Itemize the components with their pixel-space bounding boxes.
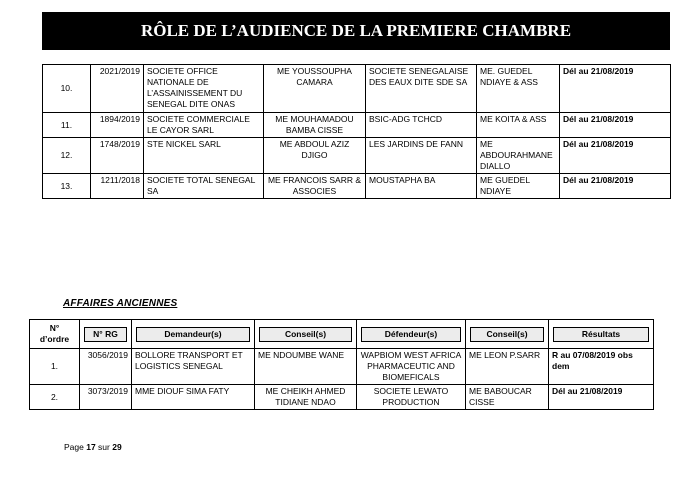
table-row: [43, 65, 671, 113]
footer-middle: sur: [95, 442, 113, 452]
plaintiff-counsel: ME ABDOUL AZIZ DJIGO: [264, 138, 366, 174]
defendant: MOUSTAPHA BA: [366, 174, 477, 199]
plaintiff-counsel: ME MOUHAMADOU BAMBA CISSE: [264, 113, 366, 138]
rg-number: 3056/2019: [80, 349, 132, 385]
defendant: BSIC-ADG TCHCD: [366, 113, 477, 138]
header-result: [549, 320, 654, 349]
header-defendant: [357, 320, 466, 349]
row-number: 13.: [43, 174, 91, 199]
plaintiff: SOCIETE COMMERCIALE LE CAYOR SARL: [144, 113, 264, 138]
result: Dél au 21/08/2019: [560, 174, 671, 199]
header-plaintiff-label: Demandeur(s): [136, 327, 250, 342]
plaintiff: MME DIOUF SIMA FATY: [132, 385, 255, 410]
defendant-counsel: ME LEON P.SARR: [466, 349, 549, 385]
plaintiff: BOLLORE TRANSPORT ET LOGISTICS SENEGAL: [132, 349, 255, 385]
plaintiff: STE NICKEL SARL: [144, 138, 264, 174]
header-order-number: N° d’ordre: [30, 320, 80, 349]
defendant-counsel: ME ABDOURAHMANE DIALLO: [477, 138, 560, 174]
row-number: 1.: [30, 349, 80, 385]
page-title: RÔLE DE L’AUDIENCE DE LA PREMIERE CHAMBRE: [42, 12, 670, 50]
defendant: WAPBIOM WEST AFRICA PHARMACEUTIC AND BIOMEFICALS: [357, 349, 466, 385]
rg-number: 1211/2018: [91, 174, 144, 199]
result: R au 07/08/2019 obs dem: [549, 349, 654, 385]
footer-prefix: Page: [64, 442, 87, 452]
row-number: 10.: [43, 65, 91, 113]
footer-page-number: 17: [86, 442, 96, 452]
result: Dél au 21/08/2019: [560, 65, 671, 113]
header-result-label: Résultats: [553, 327, 649, 342]
result: Dél au 21/08/2019: [560, 138, 671, 174]
defendant-counsel: ME KOITA & ASS: [477, 113, 560, 138]
table-row: [43, 174, 671, 199]
header-plaintiff: [132, 320, 255, 349]
header-counsel-1-label: Conseil(s): [259, 327, 352, 342]
header-counsel-2: [466, 320, 549, 349]
rg-number: 1894/2019: [91, 113, 144, 138]
result: Dél au 21/08/2019: [549, 385, 654, 410]
header-counsel-1: [255, 320, 357, 349]
section-title: AFFAIRES ANCIENNES: [63, 298, 178, 309]
rg-number: 3073/2019: [80, 385, 132, 410]
row-number: 12.: [43, 138, 91, 174]
defendant: LES JARDINS DE FANN: [366, 138, 477, 174]
row-number: 2.: [30, 385, 80, 410]
table-row: [30, 349, 654, 385]
hearing-table-old-cases: [29, 319, 654, 410]
defendant-counsel: ME BABOUCAR CISSE: [466, 385, 549, 410]
table-row: [30, 385, 654, 410]
result: Dél au 21/08/2019: [560, 113, 671, 138]
rg-number: 2021/2019: [91, 65, 144, 113]
footer-total-pages: 29: [112, 442, 122, 452]
row-number: 11.: [43, 113, 91, 138]
plaintiff-counsel: ME YOUSSOUPHA CAMARA: [264, 65, 366, 113]
defendant: SOCIETE SENEGALAISE DES EAUX DITE SDE SA: [366, 65, 477, 113]
header-counsel-2-label: Conseil(s): [470, 327, 544, 342]
table-row: [43, 138, 671, 174]
plaintiff-counsel: ME NDOUMBE WANE: [255, 349, 357, 385]
hearing-table-current: [42, 64, 671, 199]
header-defendant-label: Défendeur(s): [361, 327, 461, 342]
plaintiff-counsel: ME FRANCOIS SARR & ASSOCIES: [264, 174, 366, 199]
header-rg-label: N° RG: [84, 327, 127, 342]
defendant-counsel: ME. GUEDEL NDIAYE & ASS: [477, 65, 560, 113]
plaintiff: SOCIETE TOTAL SENEGAL SA: [144, 174, 264, 199]
rg-number: 1748/2019: [91, 138, 144, 174]
page-footer: [64, 442, 122, 452]
plaintiff-counsel: ME CHEIKH AHMED TIDIANE NDAO: [255, 385, 357, 410]
table-header-row: [30, 320, 654, 349]
plaintiff: SOCIETE OFFICE NATIONALE DE L’ASSAINISSEMENT DU SENEGAL DITE ONAS: [144, 65, 264, 113]
header-rg: [80, 320, 132, 349]
defendant-counsel: ME GUEDEL NDIAYE: [477, 174, 560, 199]
table-row: [43, 113, 671, 138]
defendant: SOCIETE LEWATO PRODUCTION: [357, 385, 466, 410]
